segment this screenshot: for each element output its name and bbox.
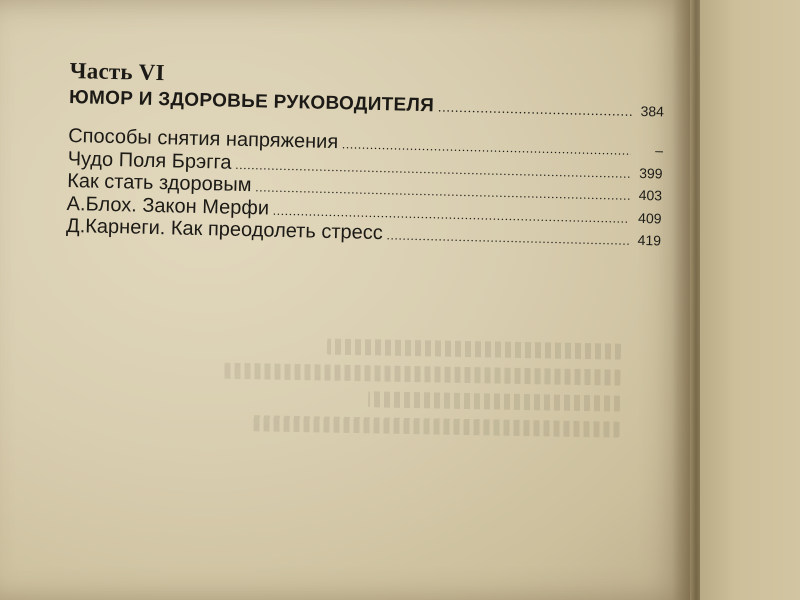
part-title: ЮМОР И ЗДОРОВЬЕ РУКОВОДИТЕЛЯ (68, 86, 435, 117)
facing-page-edge (700, 0, 800, 600)
toc-entries (66, 125, 668, 251)
toc-entry-page: 419 (637, 231, 662, 249)
toc-entry-page: 409 (637, 209, 662, 226)
toc-entry-page: 403 (638, 186, 663, 204)
part-label: Часть VI (69, 58, 165, 86)
toc-entry-title: А.Блох. Закон Мерфи (66, 192, 270, 220)
dot-leader (438, 99, 632, 119)
toc-entry-page: 399 (639, 164, 663, 181)
toc-entry-title: Д.Карнеги. Как преодолеть стресс (65, 214, 383, 245)
toc-entry-page: – (655, 142, 664, 159)
dot-leader (387, 228, 630, 248)
part-page-number: 384 (640, 102, 665, 120)
toc-entry-title: Способы снятия напряжения (67, 124, 339, 154)
toc-entry-title: Чудо Поля Брэгга (67, 147, 232, 174)
toc-entry-title: Как стать здоровым (66, 169, 252, 197)
table-of-contents (66, 58, 670, 267)
